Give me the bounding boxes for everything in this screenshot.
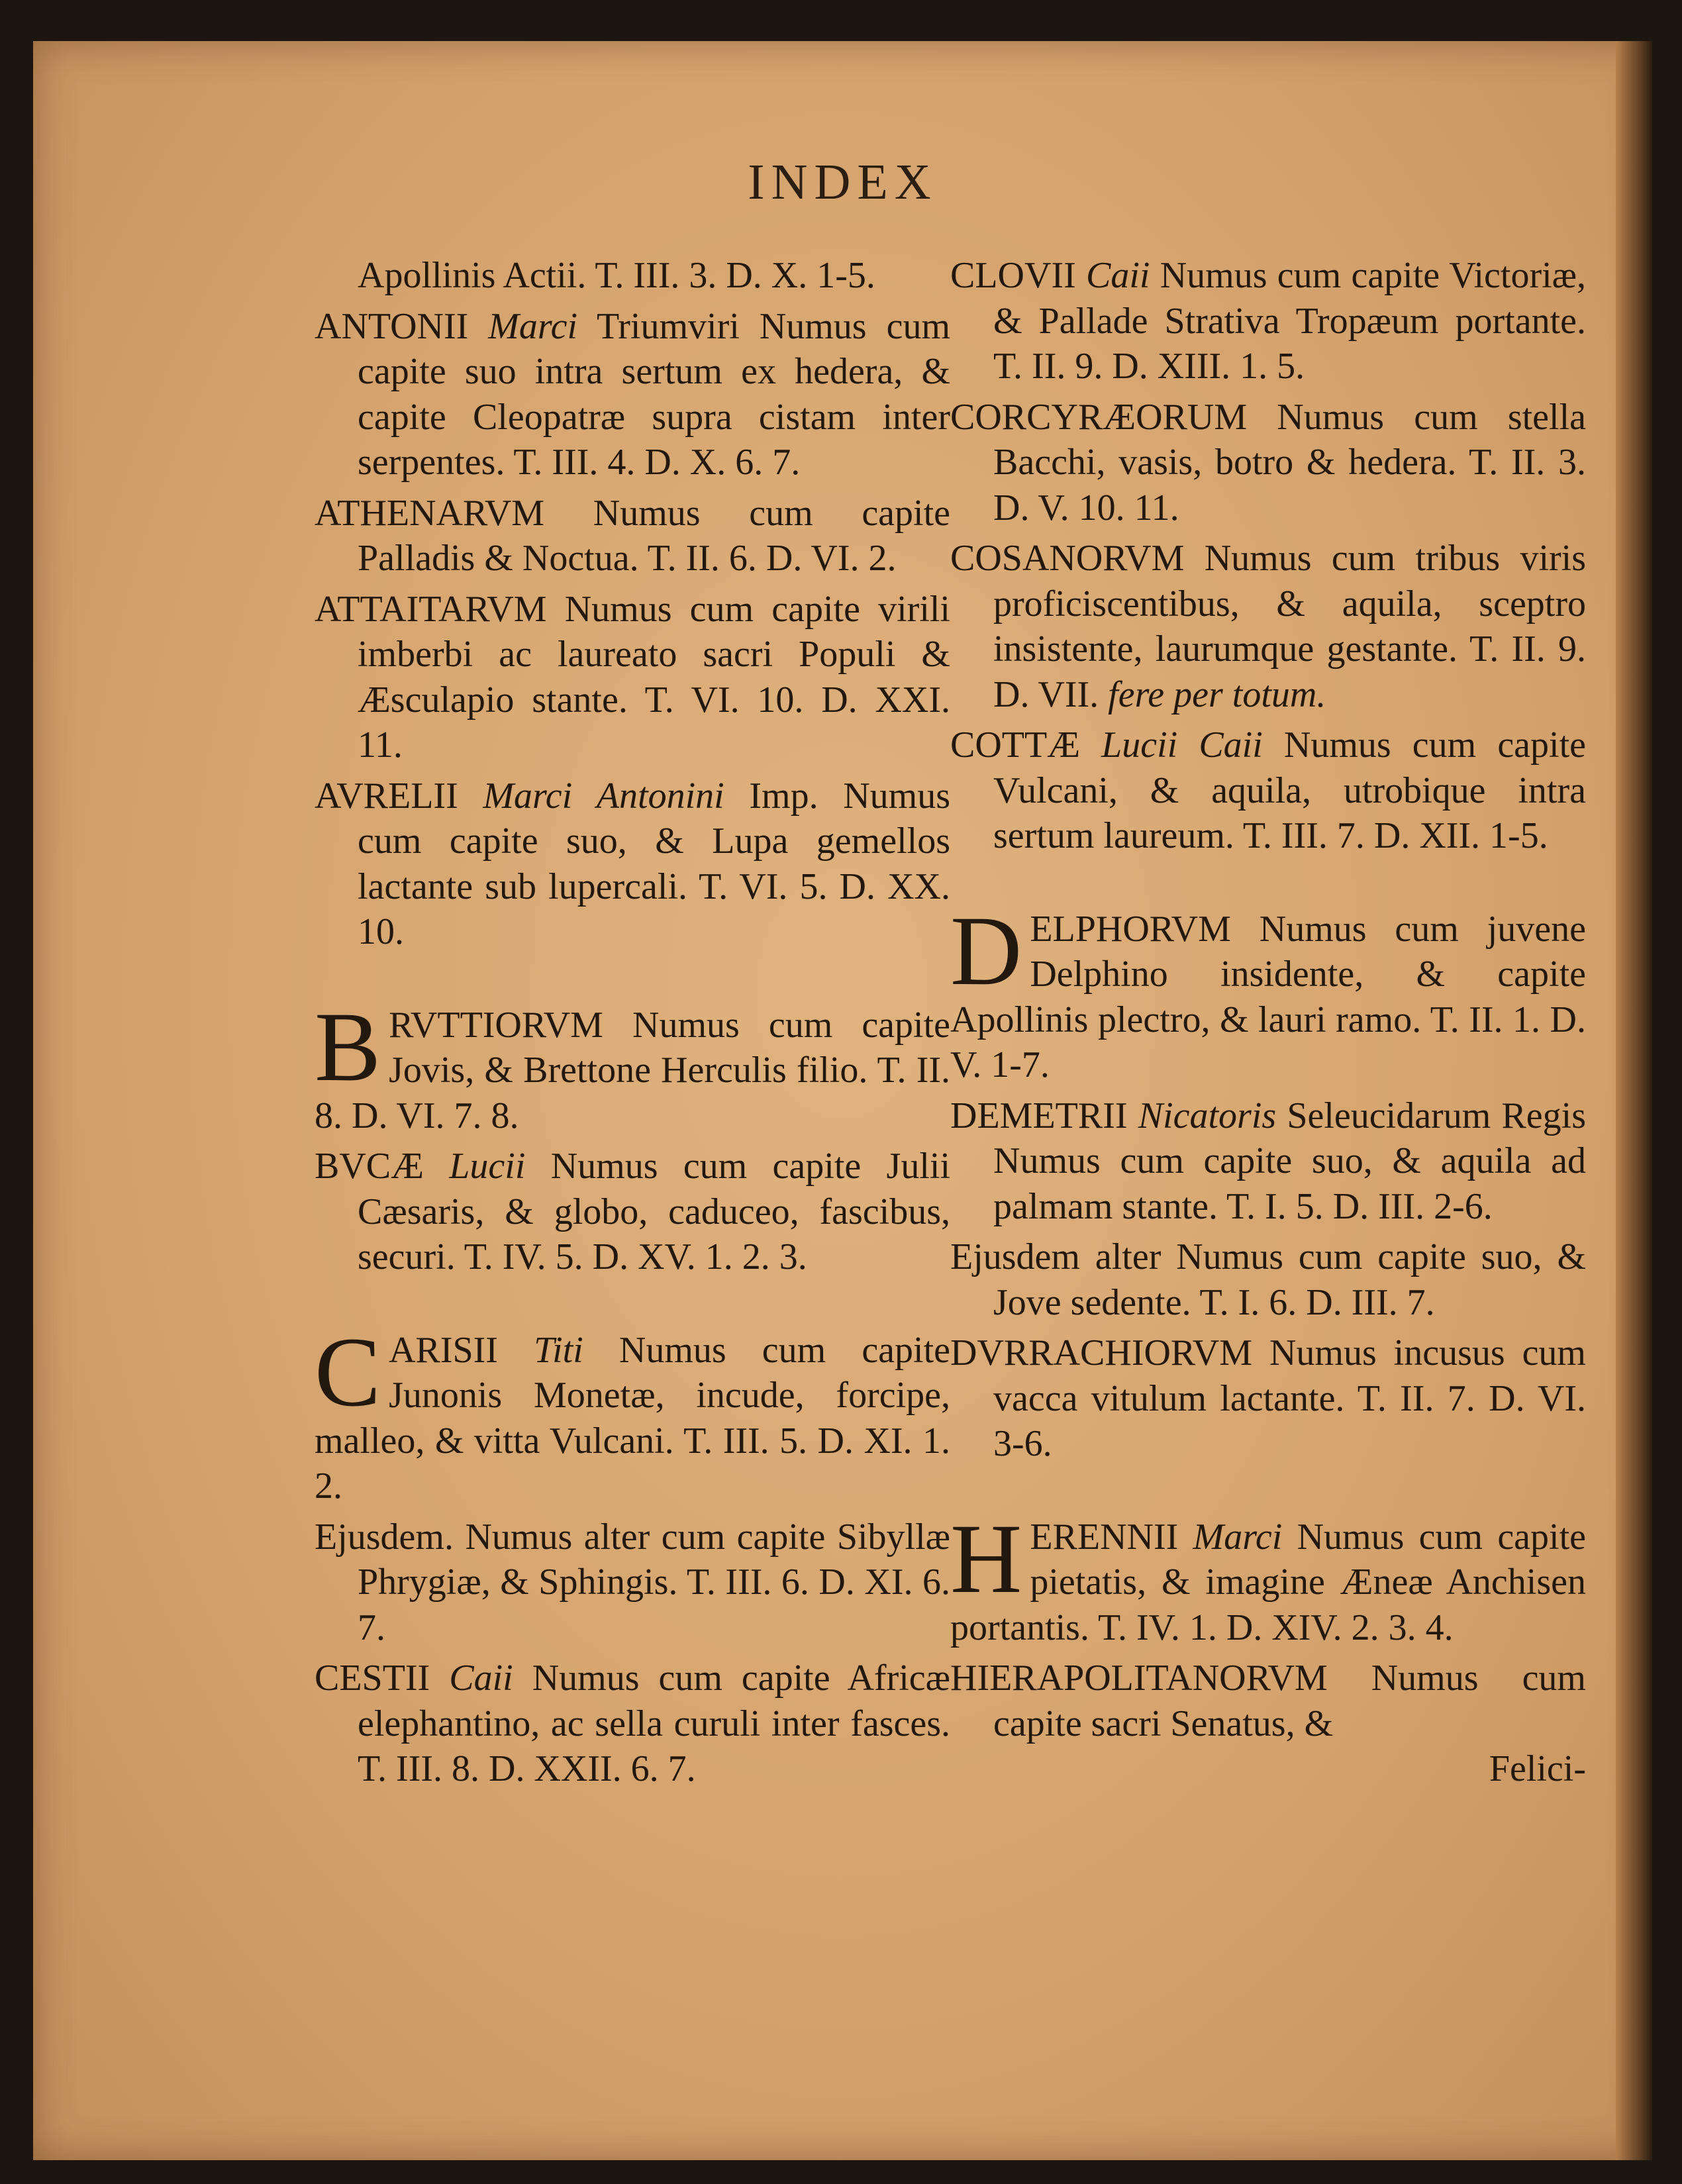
index-entry: [315, 253, 950, 299]
entry-head: CLOVII: [950, 255, 1076, 296]
entry-text: Numus cum stella Bacchi, vasis, botro & hedera. T. II. 3. D. V. 10. 11.: [993, 396, 1586, 528]
drop-cap: B: [315, 991, 381, 1102]
entry-head: DVRRACHIORVM: [950, 1332, 1253, 1373]
drop-cap: D: [950, 895, 1022, 1006]
entry-head: AVRELII: [315, 775, 458, 817]
index-entry: [950, 395, 1586, 531]
entry-head: BVCÆ: [315, 1146, 424, 1187]
page-gutter: [1616, 41, 1652, 2160]
entry-head: Ejusdem: [950, 1236, 1080, 1277]
entry-text: Triumviri Numus cum capite suo intra sertum ex hedera, & capite Cleopatræ supra cistam inter serpentes. T. III. 4. D. X. 6. 7.: [358, 305, 950, 483]
entry-text: alter Numus cum capite suo, & Jove sedente. T. I. 6. D. III. 7.: [993, 1236, 1586, 1323]
entry-name: Marci Antonini: [483, 775, 724, 817]
entry-name: Lucii: [449, 1146, 526, 1187]
entry-text: Numus cum capite sacri Senatus, &: [993, 1658, 1586, 1744]
index-entry: [315, 773, 950, 955]
entry-text: Numus cum capite virili imberbi ac laureato sacri Populi & Æsculapio stante. T. VI. 10. D. XXI. 11.: [358, 588, 950, 766]
index-entry-initial: [950, 1503, 1587, 1651]
index-entry-initial: [950, 895, 1586, 1088]
entry-text: Numus cum capite Junonis Monetæ, incude, forcipe, malleo, & vitta Vulcani. T. III. 5. D. XI. 1. 2.: [315, 1329, 951, 1507]
entry-text: Numus incusus cum vacca vitulum lactante. T. II. 7. D. VI. 3-6.: [993, 1332, 1586, 1464]
entry-text: Numus cum capite Palladis & Noctua. T. II. 6. D. VI. 2.: [358, 492, 950, 579]
entry-name: Caii: [1086, 255, 1150, 296]
entry-head: DEMETRII: [950, 1095, 1128, 1136]
entry-text: Apollinis Actii. T. III. 3. D. X. 1-5.: [358, 255, 875, 296]
entry-head: ATTAITARVM: [315, 588, 547, 630]
entry-text: Numus cum juvene Delphino insidente, & capite Apollinis plectro, & lauri ramo. T. II. 1. D. V. 1-7.: [950, 908, 1586, 1085]
entry-head: COSANORVM: [950, 538, 1185, 579]
entry-text: Numus cum capite Vulcani, & aquila, utrobique intra sertum laureum. T. III. 7. D. XII. 1-5.: [993, 724, 1587, 856]
entry-head: ATHENARVM: [315, 492, 545, 534]
index-entry: [950, 1656, 1586, 1792]
entry-name: Lucii Caii: [1101, 724, 1263, 766]
index-entry: [950, 722, 1586, 859]
entry-name: Titi: [534, 1329, 583, 1371]
index-entry-initial: [315, 991, 950, 1139]
page-header: INDEX: [748, 154, 938, 210]
entry-text: Numus alter cum capite Sibyllæ Phrygiæ, & Sphingis. T. III. 6. D. XI. 6. 7.: [358, 1516, 950, 1648]
index-entry: [950, 1330, 1586, 1467]
book-page: [33, 41, 1652, 2160]
index-entry: [950, 253, 1586, 389]
index-entry: [950, 1234, 1586, 1325]
index-entry-initial: [315, 1316, 951, 1509]
entry-name: Caii: [449, 1658, 513, 1699]
entry-head: ANTONII: [315, 305, 469, 347]
entry-head: ERENNII: [1030, 1516, 1179, 1558]
right-column: [950, 253, 1586, 1797]
entry-text: Numus cum capite Julii Cæsaris, & globo, caduceo, fascibus, securi. T. IV. 5. D. XV. 1. 2. 3.: [358, 1146, 951, 1277]
index-entry: [315, 587, 950, 768]
entry-text: Numus cum capite Victoriæ, & Pallade Strativa Tropæum portante. T. II. 9. D. XIII. 1. 5.: [993, 255, 1586, 387]
catchword: Felici-: [1489, 1748, 1586, 1789]
entry-name: Nicatoris: [1138, 1095, 1277, 1136]
entry-head: Ejusdem.: [315, 1516, 454, 1558]
entry-head: COTTÆ: [950, 724, 1080, 766]
entry-head: ARISII: [389, 1329, 498, 1371]
index-entry: [315, 304, 950, 485]
entry-head: CESTII: [315, 1658, 430, 1699]
entry-tail: fere per totum.: [1108, 673, 1326, 715]
entry-head: ELPHORVM: [1030, 908, 1231, 950]
index-entry: [950, 1093, 1586, 1230]
entry-text: Numus cum capite Jovis, & Brettone Herculis filio. T. II. 8. D. VI. 7. 8.: [315, 1004, 950, 1136]
drop-cap: C: [315, 1316, 381, 1427]
entry-text: Numus cum capite Africæ elephantino, ac sella curuli inter fasces. T. III. 8. D. XXII. 6. 7.: [358, 1658, 950, 1789]
index-entry: [315, 1514, 950, 1651]
index-entry: [315, 491, 950, 581]
left-column: [315, 253, 950, 1797]
index-entry: [950, 536, 1586, 717]
entry-name: Marci: [1193, 1516, 1283, 1558]
entry-head: HIERAPOLITANORVM: [950, 1658, 1328, 1699]
entry-text: Numus cum tribus viris proficiscentibus, & aquila, sceptro insistente, laurumque gestante. T. II. 9. D. VII.: [993, 538, 1586, 715]
drop-cap: H: [950, 1503, 1022, 1614]
entry-text: Numus cum capite pietatis, & imagine Æneæ Anchisen portantis. T. IV. 1. D. XIV. 2. 3. 4.: [950, 1516, 1587, 1648]
entry-text: Imp. Numus cum capite suo, & Lupa gemellos lactante sub lupercali. T. VI. 5. D. XX. 10.: [358, 775, 951, 952]
index-entry: [315, 1656, 950, 1792]
index-entry: [315, 1144, 950, 1280]
entry-text: Seleucidarum Regis Numus cum capite suo, & aquila ad palmam stante. T. I. 5. D. III. 2-6.: [993, 1095, 1586, 1227]
entry-head: CORCYRÆORUM: [950, 396, 1248, 438]
entry-name: Marci: [488, 305, 578, 347]
entry-head: RVTTIORVM: [389, 1004, 603, 1046]
